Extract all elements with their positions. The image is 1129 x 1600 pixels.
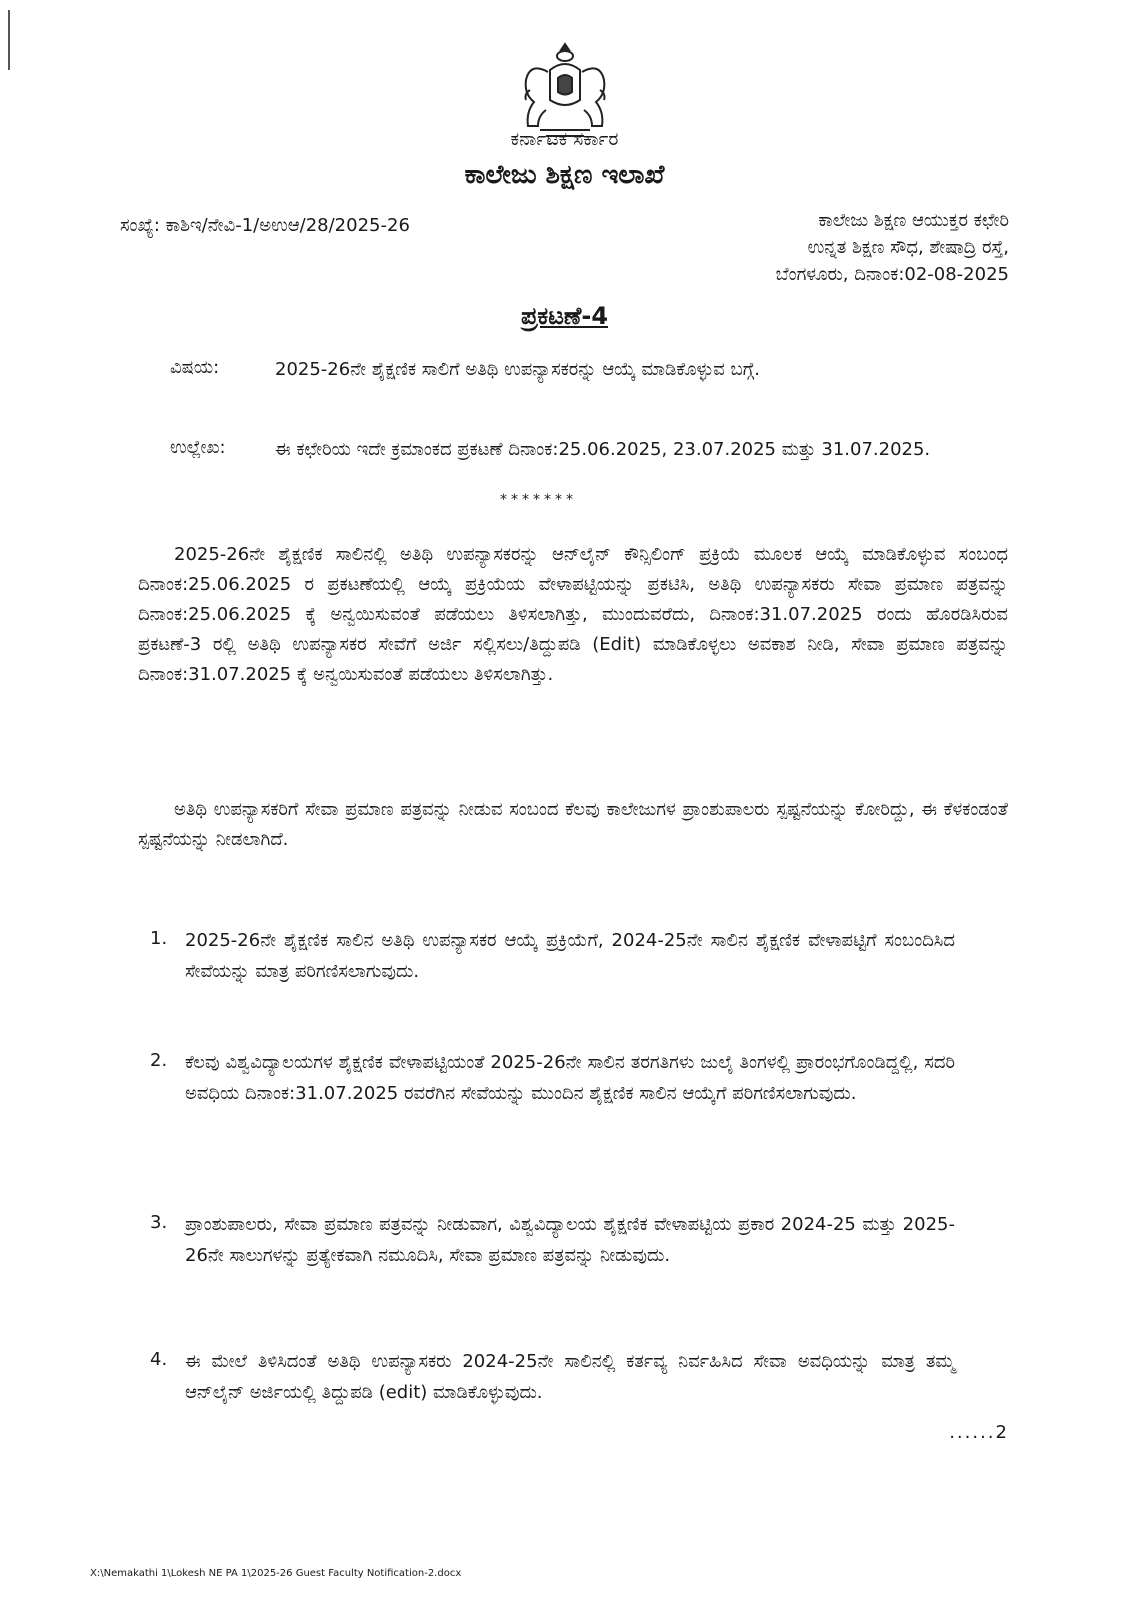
list-item: ಕೆಲವು ವಿಶ್ವವಿದ್ಯಾಲಯಗಳ ಶೈಕ್ಷಣಿಕ ವೇಳಾಪಟ್ಟಿಯಂತೆ 2025-26ನೇ ಸಾಲಿನ ತರಗತಿಗಳು ಜುಲೈ ತಿಂಗಳಲ್ಲಿ ಪ್ರಾರಂಭಗೊಂಡಿದ್ದಲ್ಲಿ, ಸದರಿ ಅವಧಿಯ ದಿನಾಂಕ:31.07.2025 ರವರೆಗಿನ ಸೇವೆಯನ್ನು ಮುಂದಿನ ಶೈಕ್ಷಣಿಕ ಸಾಲಿನ ಆಯ್ಕೆಗೆ ಪರಿಗಣಿಸಲಾಗುವುದು. <box>185 1052 955 1104</box>
paragraph-text: 2025-26ನೇ ಶೈಕ್ಷಣಿಕ ಸಾಲಿನಲ್ಲಿ ಅತಿಥಿ ಉಪನ್ಯಾಸಕರನ್ನು ಆನ್‌ಲೈನ್ ಕೌನ್ಸಿಲಿಂಗ್ ಪ್ರಕ್ರಿಯೆ ಮೂಲಕ ಆಯ್ಕೆ ಮಾಡಿಕೊಳ್ಳುವ ಸಂಬಂಧ ದಿನಾಂಕ:25.06.2025 ರ ಪ್ರಕಟಣೆಯಲ್ಲಿ ಆಯ್ಕೆ ಪ್ರಕ್ರಿಯೆಯ ವೇಳಾಪಟ್ಟಿಯನ್ನು ಪ್ರಕಟಿಸಿ, ಅತಿಥಿ ಉಪನ್ಯಾಸಕರು ಸೇವಾ ಪ್ರಮಾಣ ಪತ್ರವನ್ನು ದಿನಾಂಕ:25.06.2025 ಕ್ಕೆ ಅನ್ವಯಿಸುವಂತೆ ಪಡೆಯಲು ತಿಳಿಸಲಾಗಿತ್ತು, ಮುಂದುವರೆದು, ದಿನಾಂಕ:31.07.2025 ರಂದು ಹೊರಡಿಸಿರುವ ಪ್ರಕಟಣೆ-3 ರಲ್ಲಿ ಅತಿಥಿ ಉಪನ್ಯಾಸಕರ ಸೇವೆಗೆ ಅರ್ಜಿ ಸಲ್ಲಿಸಲು/ತಿದ್ದುಪಡಿ (Edit) ಮಾಡಿಕೊಳ್ಳಲು ಅವಕಾಶ ನೀಡಿ, ಸೇವಾ ಪ್ರಮಾಣ ಪತ್ರವನ್ನು ದಿನಾಂಕ:31.07.2025 ಕ್ಕೆ ಅನ್ವಯಿಸುವಂತೆ ಪಡೆಯಲು ತಿಳಿಸಲಾಗಿತ್ತು. <box>138 544 1008 685</box>
item-number: 1. <box>150 928 168 949</box>
paragraph-text: ಅತಿಥಿ ಉಪನ್ಯಾಸಕರಿಗೆ ಸೇವಾ ಪ್ರಮಾಣ ಪತ್ರವನ್ನು ನೀಡುವ ಸಂಬಂದ ಕೆಲವು ಕಾಲೇಜುಗಳ ಪ್ರಾಂಶುಪಾಲರು ಸ್ಪಷ್ಟನೆಯನ್ನು ಕೋರಿದ್ದು, ಈ ಕೆಳಕಂಡಂತೆ ಸ್ಪಷ್ಟನೆಯನ್ನು ನೀಡಲಾಗಿದೆ. <box>138 799 1008 850</box>
state-emblem <box>510 40 620 140</box>
item-number: 3. <box>150 1212 168 1233</box>
list-item: ಈ ಮೇಲೆ ತಿಳಿಸಿದಂತೆ ಅತಿಥಿ ಉಪನ್ಯಾಸಕರು 2024-25ನೇ ಸಾಲಿನಲ್ಲಿ ಕರ್ತವ್ಯ ನಿರ್ವಹಿಸಿದ ಸೇವಾ ಅವಧಿಯನ್ನು ಮಾತ್ರ ತಮ್ಮ ಆನ್‌ಲೈನ್ ಅರ್ಜಿಯಲ್ಲಿ ತಿದ್ದುಪಡಿ (edit) ಮಾಡಿಕೊಳ್ಳುವುದು. <box>185 1351 955 1403</box>
emblem-icon <box>510 40 620 140</box>
subject-label: ವಿಷಯ: <box>170 357 220 378</box>
reference-number: ಸಂಖ್ಯೆ: ಕಾಶಿಇ/ನೇವಿ-1/ಅಉಆ/28/2025-26 <box>120 215 410 236</box>
notice-title: ಪ್ರಕಟಣೆ-4 <box>520 302 609 330</box>
government-name: ಕರ್ನಾಟಕ ಸರ್ಕಾರ <box>510 128 619 150</box>
office-address <box>776 207 1009 288</box>
body-paragraph-2 <box>138 795 1008 855</box>
body-paragraph-1 <box>138 540 1008 690</box>
office-date-line: ಬೆಂಗಳೂರು, ದಿನಾಂಕ:02-08-2025 <box>775 264 1009 285</box>
reference-label: ಉಲ್ಲೇಖ: <box>170 437 226 458</box>
item-number: 2. <box>150 1050 168 1071</box>
office-line: ಕಾಲೇಜು ಶಿಕ್ಷಣ ಆಯುಕ್ತರ ಕಛೇರಿ <box>818 210 1009 231</box>
page-continuation: ......2 <box>949 1422 1009 1443</box>
separator-stars: ******* <box>500 492 577 508</box>
department-name: ಕಾಲೇಜು ಶಿಕ್ಷಣ ಇಲಾಖೆ <box>464 160 665 190</box>
reference-text: ಈ ಕಛೇರಿಯ ಇದೇ ಕ್ರಮಾಂಕದ ಪ್ರಕಟಣೆ ದಿನಾಂಕ:25.06.2025, 23.07.2025 ಮತ್ತು 31.07.2025. <box>275 439 931 460</box>
subject-text: 2025-26ನೇ ಶೈಕ್ಷಣಿಕ ಸಾಲಿಗೆ ಅತಿಥಿ ಉಪನ್ಯಾಸಕರನ್ನು ಆಯ್ಕೆ ಮಾಡಿಕೊಳ್ಳುವ ಬಗ್ಗೆ. <box>275 359 760 380</box>
office-line: ಉನ್ನತ ಶಿಕ್ಷಣ ಸೌಧ, ಶೇಷಾದ್ರಿ ರಸ್ತೆ, <box>807 237 1009 258</box>
file-path-footer: X:\Nemakathi 1\Lokesh NE PA 1\2025-26 Guest Faculty Notification-2.docx <box>90 1568 462 1579</box>
list-item: 2025-26ನೇ ಶೈಕ್ಷಣಿಕ ಸಾಲಿನ ಅತಿಥಿ ಉಪನ್ಯಾಸಕರ ಆಯ್ಕೆ ಪ್ರಕ್ರಿಯೆಗೆ, 2024-25ನೇ ಸಾಲಿನ ಶೈಕ್ಷಣಿಕ ವೇಳಾಪಟ್ಟಿಗೆ ಸಂಬಂದಿಸಿದ ಸೇವೆಯನ್ನು ಮಾತ್ರ ಪರಿಗಣಿಸಲಾಗುವುದು. <box>185 930 955 982</box>
list-item: ಪ್ರಾಂಶುಪಾಲರು, ಸೇವಾ ಪ್ರಮಾಣ ಪತ್ರವನ್ನು ನೀಡುವಾಗ, ವಿಶ್ವವಿದ್ಯಾಲಯ ಶೈಕ್ಷಣಿಕ ವೇಳಾಪಟ್ಟಿಯ ಪ್ರಕಾರ 2024-25 ಮತ್ತು 2025-26ನೇ ಸಾಲುಗಳನ್ನು ಪ್ರತ್ಯೇಕವಾಗಿ ನಮೂದಿಸಿ, ಸೇವಾ ಪ್ರಮಾಣ ಪತ್ರವನ್ನು ನೀಡುವುದು. <box>185 1214 955 1266</box>
scan-edge-mark <box>8 10 10 70</box>
item-number: 4. <box>150 1349 168 1370</box>
